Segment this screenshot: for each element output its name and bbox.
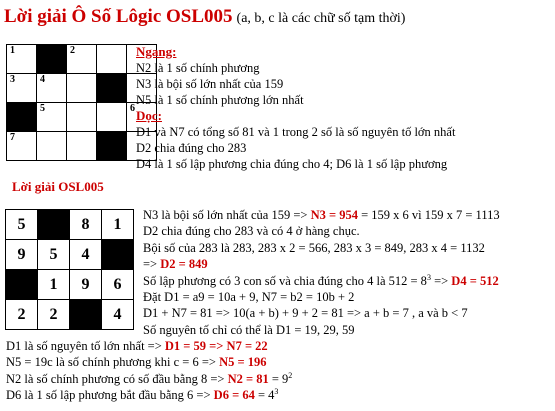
grid-cell <box>38 270 70 300</box>
down-clue: D2 chia đúng cho 283 <box>136 141 247 155</box>
solution-result: D4 = 512 <box>451 273 499 288</box>
cell-digit: 8 <box>81 215 90 233</box>
solution-steps-right <box>143 207 500 338</box>
cell-digit: 4 <box>81 245 90 263</box>
grid-cell <box>7 74 37 103</box>
solution-text: D1 là số nguyên tố lớn nhất => <box>6 339 165 353</box>
black-cell <box>70 300 102 330</box>
cell-digit: 2 <box>49 305 58 323</box>
cell-digit: 1 <box>113 215 122 233</box>
page-title <box>4 6 405 28</box>
solution-line <box>143 273 500 289</box>
black-cell <box>38 210 70 240</box>
grid-cell <box>37 103 67 132</box>
down-header: Dọc: <box>136 108 162 123</box>
solution-line <box>143 207 500 223</box>
solution-text: => <box>430 273 452 288</box>
black-cell <box>97 132 127 161</box>
solution-result: N5 = 196 <box>219 355 267 370</box>
grid-row <box>6 240 134 270</box>
down-clue: D4 là 1 số lập phương chia đúng cho 4; D6 là 1 số lập phương <box>136 157 448 171</box>
grid-cell <box>67 74 97 103</box>
clue-number: 7 <box>10 132 15 143</box>
clue-number: 4 <box>40 74 45 85</box>
cell-digit: 5 <box>17 215 26 233</box>
grid-cell <box>102 210 134 240</box>
grid-row <box>6 300 134 330</box>
across-clue: N2 là 1 số chính phương <box>136 61 260 75</box>
cell-digit: 4 <box>113 305 122 323</box>
exponent: 3 <box>274 387 279 397</box>
across-header: Ngang: <box>136 44 177 59</box>
across-clue: N3 là bội số lớn nhất của 159 <box>136 77 284 91</box>
cell-digit: 2 <box>17 305 26 323</box>
grid-row <box>6 210 134 240</box>
black-cell <box>37 45 67 74</box>
black-cell <box>7 103 37 132</box>
cell-digit: 5 <box>49 245 58 263</box>
cell-digit: 9 <box>17 245 26 263</box>
black-cell <box>6 270 38 300</box>
title-main: Lời giải Ô Số Lôgic OSL005 <box>4 6 233 27</box>
solution-title: Lời giải OSL005 <box>12 179 104 194</box>
clue-number: 1 <box>10 45 15 56</box>
solution-line: D1 + N7 = 81 => 10(a + b) + 9 + 2 = 81 => a + b = 7 , a và b < 7 <box>143 306 468 321</box>
grid-cell <box>102 300 134 330</box>
black-cell <box>97 74 127 103</box>
solution-result: D6 = 64 <box>213 388 255 403</box>
puzzle-grid <box>6 44 157 161</box>
grid-cell <box>70 210 102 240</box>
solution-text: = 159 x 6 vì 159 x 7 = 1113 <box>357 208 500 222</box>
solution-line: D2 chia đúng cho 283 và có 4 ở hàng chục. <box>143 224 360 239</box>
solution-text: N3 là bội số lớn nhất của 159 => <box>143 208 311 222</box>
grid-row <box>6 270 134 300</box>
exponent: 3 <box>426 272 431 282</box>
grid-cell <box>97 45 127 74</box>
solution-text: => <box>143 257 161 272</box>
solution-text: N2 là số chính phương có số đầu bằng 8 => <box>6 371 228 386</box>
grid-row <box>7 132 157 161</box>
solution-line <box>6 387 292 403</box>
cell-digit: 6 <box>113 275 122 293</box>
grid-cell <box>37 74 67 103</box>
solution-text: N5 = 19c là số chính phương khi c = 6 => <box>6 355 220 370</box>
grid-cell <box>6 300 38 330</box>
solution-grid <box>5 209 134 330</box>
across-clue: N5 là 1 số chính phương lớn nhất <box>136 93 304 107</box>
solution-result: N2 = 81 <box>227 371 269 386</box>
solution-result: D1 = 59 => N7 = 22 <box>164 339 268 353</box>
solution-line: Số nguyên tố chỉ có thể là D1 = 19, 29, 59 <box>143 322 355 337</box>
clue-number: 2 <box>70 45 75 56</box>
grid-cell <box>7 132 37 161</box>
clue-number: 5 <box>40 103 45 114</box>
solution-line <box>6 354 292 370</box>
solution-text: = 4 <box>254 388 275 403</box>
grid-row <box>7 45 157 74</box>
grid-cell <box>7 45 37 74</box>
grid-cell <box>38 240 70 270</box>
clue-number: 3 <box>10 74 15 85</box>
solution-line <box>6 371 292 387</box>
solution-steps-bottom <box>6 338 292 404</box>
black-cell <box>102 240 134 270</box>
solution-line: Đặt D1 = a9 = 10a + 9, N7 = b2 = 10b + 2 <box>143 290 355 305</box>
cell-digit: 9 <box>81 275 90 293</box>
solution-line <box>6 338 292 354</box>
grid-cell <box>67 103 97 132</box>
grid-cell <box>70 270 102 300</box>
solution-line <box>143 256 500 272</box>
cell-digit: 1 <box>49 275 58 293</box>
exponent: 2 <box>288 370 293 380</box>
title-note: (a, b, c là các chữ số tạm thời) <box>236 11 406 26</box>
grid-cell <box>6 210 38 240</box>
grid-cell <box>67 45 97 74</box>
grid-cell <box>97 103 127 132</box>
solution-text: Số lập phương có 3 con số và chia đúng cho 4 là 512 = 8 <box>143 273 427 288</box>
clues-panel <box>136 44 455 172</box>
solution-result: N3 = 954 <box>310 208 358 222</box>
grid-cell <box>70 240 102 270</box>
solution-result: D2 = 849 <box>160 257 208 272</box>
solution-line: Bội số của 283 là 283, 283 x 2 = 566, 283 x 3 = 849, 283 x 4 = 1132 <box>143 240 485 255</box>
grid-row <box>7 103 157 132</box>
grid-cell <box>38 300 70 330</box>
solution-text: = 9 <box>268 371 289 386</box>
grid-row <box>7 74 157 103</box>
clue-number: 6 <box>130 103 135 114</box>
grid-cell <box>102 270 134 300</box>
down-clue: D1 và N7 có tổng số 81 và 1 trong 2 số là số nguyên tố lớn nhất <box>136 125 456 139</box>
grid-cell <box>37 132 67 161</box>
grid-cell <box>67 132 97 161</box>
solution-text: D6 là 1 số lập phương bắt đầu bằng 6 => <box>6 388 214 403</box>
grid-cell <box>6 240 38 270</box>
